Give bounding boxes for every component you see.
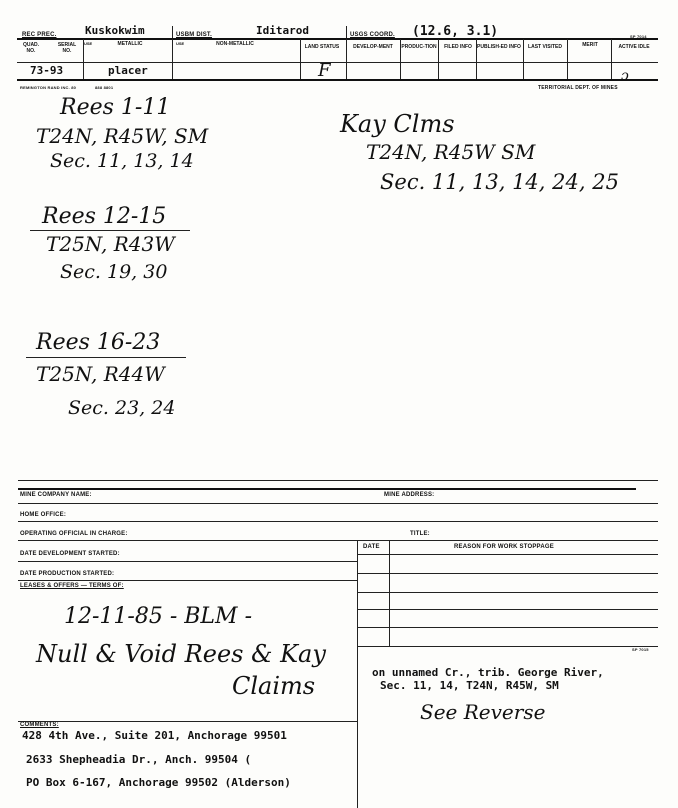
active-idle-mark: ɔ [621,68,629,84]
col-land-status: LAND STATUS [304,44,340,50]
comments-line2: 2633 Shepheadia Dr., Anch. 99504 ( [26,753,252,766]
printer-imprint: REMINGTON RAND INC. 80 [20,85,77,90]
usbm-dist-label: USBM DIST. [176,32,213,38]
col-non-metallic: NON-METALLIC [216,41,254,47]
rule [357,554,658,555]
title-label: TITLE: [410,531,430,537]
rule [357,627,658,628]
col-merit: MERIT [582,42,598,48]
divider [567,39,568,79]
quad-serial-value: 73-93 [30,64,64,77]
leases-label: LEASES & OFFERS — TERMS OF: [20,583,124,589]
col-metallic: METALLIC [117,41,143,47]
divider [476,39,477,79]
rule [18,521,658,522]
divider [611,39,612,79]
note-kay-line1: T24N, R45W SM [366,140,536,164]
rule [18,480,658,481]
note-rees-1-11-line1: T24N, R45W, SM [36,124,209,148]
rule [18,561,357,562]
usbm-dist-value: Iditarod [256,24,309,37]
col-use-2: USE [176,41,185,46]
home-office-label: HOME OFFICE: [20,512,67,518]
note-rees-1-11-line2: Sec. 11, 13, 14 [50,150,194,172]
divider [300,39,301,79]
divider [346,26,347,38]
col-use-1: USE [84,41,93,46]
rule [18,580,357,581]
rule [18,540,658,541]
date-development-label: DATE DEVELOPMENT STARTED: [20,551,120,557]
divider [172,39,173,79]
note-rees-16-23-title: Rees 16-23 [36,330,161,355]
department-imprint: TERRITORIAL DEPT. OF MINES [538,85,618,91]
leases-note-line1: 12-11-85 - BLM - [64,604,252,629]
rule [357,592,658,593]
divider [83,39,84,79]
divider [389,540,390,646]
mine-address-label: MINE ADDRESS: [384,492,435,498]
rule [17,38,658,40]
col-production: PRODUC-TION [401,44,437,50]
mine-company-name-label: MINE COMPANY NAME: [20,492,92,498]
rule [18,488,636,490]
rule [357,646,658,647]
rec-prec-label: REC PREC. [22,32,57,38]
col-development: DEVELOP-MENT [353,44,393,50]
rule [357,573,658,574]
note-rees-16-23-line1: T25N, R44W [36,362,165,386]
land-status-mark: F [318,60,331,81]
see-reverse-note: See Reverse [420,700,546,724]
divider [172,26,173,38]
usgs-coord-value: (12.6, 3.1) [412,24,499,39]
note-rees-1-11-title: Rees 1-11 [60,95,171,120]
leases-note-line3: Claims [232,672,316,700]
leases-note-line2: Null & Void Rees & Kay [36,640,326,668]
date-production-label: DATE PRODUCTION STARTED: [20,571,115,577]
divider [357,540,358,808]
comments-line1: 428 4th Ave., Suite 201, Anchorage 99501 [22,729,287,742]
operating-official-label: OPERATING OFFICIAL IN CHARGE: [20,531,128,537]
rule [17,79,658,81]
location-line1: on unnamed Cr., trib. George River, [372,666,604,679]
form-number: SP 7014 [630,34,647,39]
printer-code: 888 8801 [95,85,114,90]
divider [438,39,439,79]
metallic-value: placer [108,64,148,77]
location-line2: Sec. 11, 14, T24N, R45W, SM [380,679,559,692]
col-filed-info: FILED INFO [444,44,472,50]
note-rees-12-15-line1: T25N, R43W [46,232,175,256]
note-kay-title: Kay Clms [340,110,455,138]
reason-col-header: REASON FOR WORK STOPPAGE [454,544,554,550]
note-rees-12-15-line2: Sec. 19, 30 [60,261,168,283]
col-quad-no: QUAD. NO. [22,42,40,54]
rule [357,609,658,610]
note-rees-16-23-line2: Sec. 23, 24 [68,397,176,419]
col-published-info: PUBLISH-ED INFO [477,44,521,50]
note-rees-12-15-title: Rees 12-15 [42,204,167,229]
lower-form-number: SP 7015 [632,647,649,652]
rec-prec-value: Kuskokwim [85,24,145,37]
note-kay-line2: Sec. 11, 13, 14, 24, 25 [380,170,619,194]
comments-label: COMMENTS: [20,722,59,728]
rule [18,503,658,504]
comments-line3: PO Box 6-167, Anchorage 99502 (Alderson) [26,776,291,789]
divider [523,39,524,79]
rule [18,721,357,722]
col-active-idle: ACTIVE IDLE [618,44,650,50]
note-underline [26,357,186,358]
date-col-header: DATE [363,544,380,550]
usgs-coord-label: USGS COORD. [350,32,395,38]
divider [346,39,347,79]
col-serial-no: SERIAL NO. [57,42,77,54]
divider [400,39,401,79]
col-last-visited: LAST VISITED [528,44,562,50]
note-underline [30,230,190,231]
rule [17,62,658,63]
